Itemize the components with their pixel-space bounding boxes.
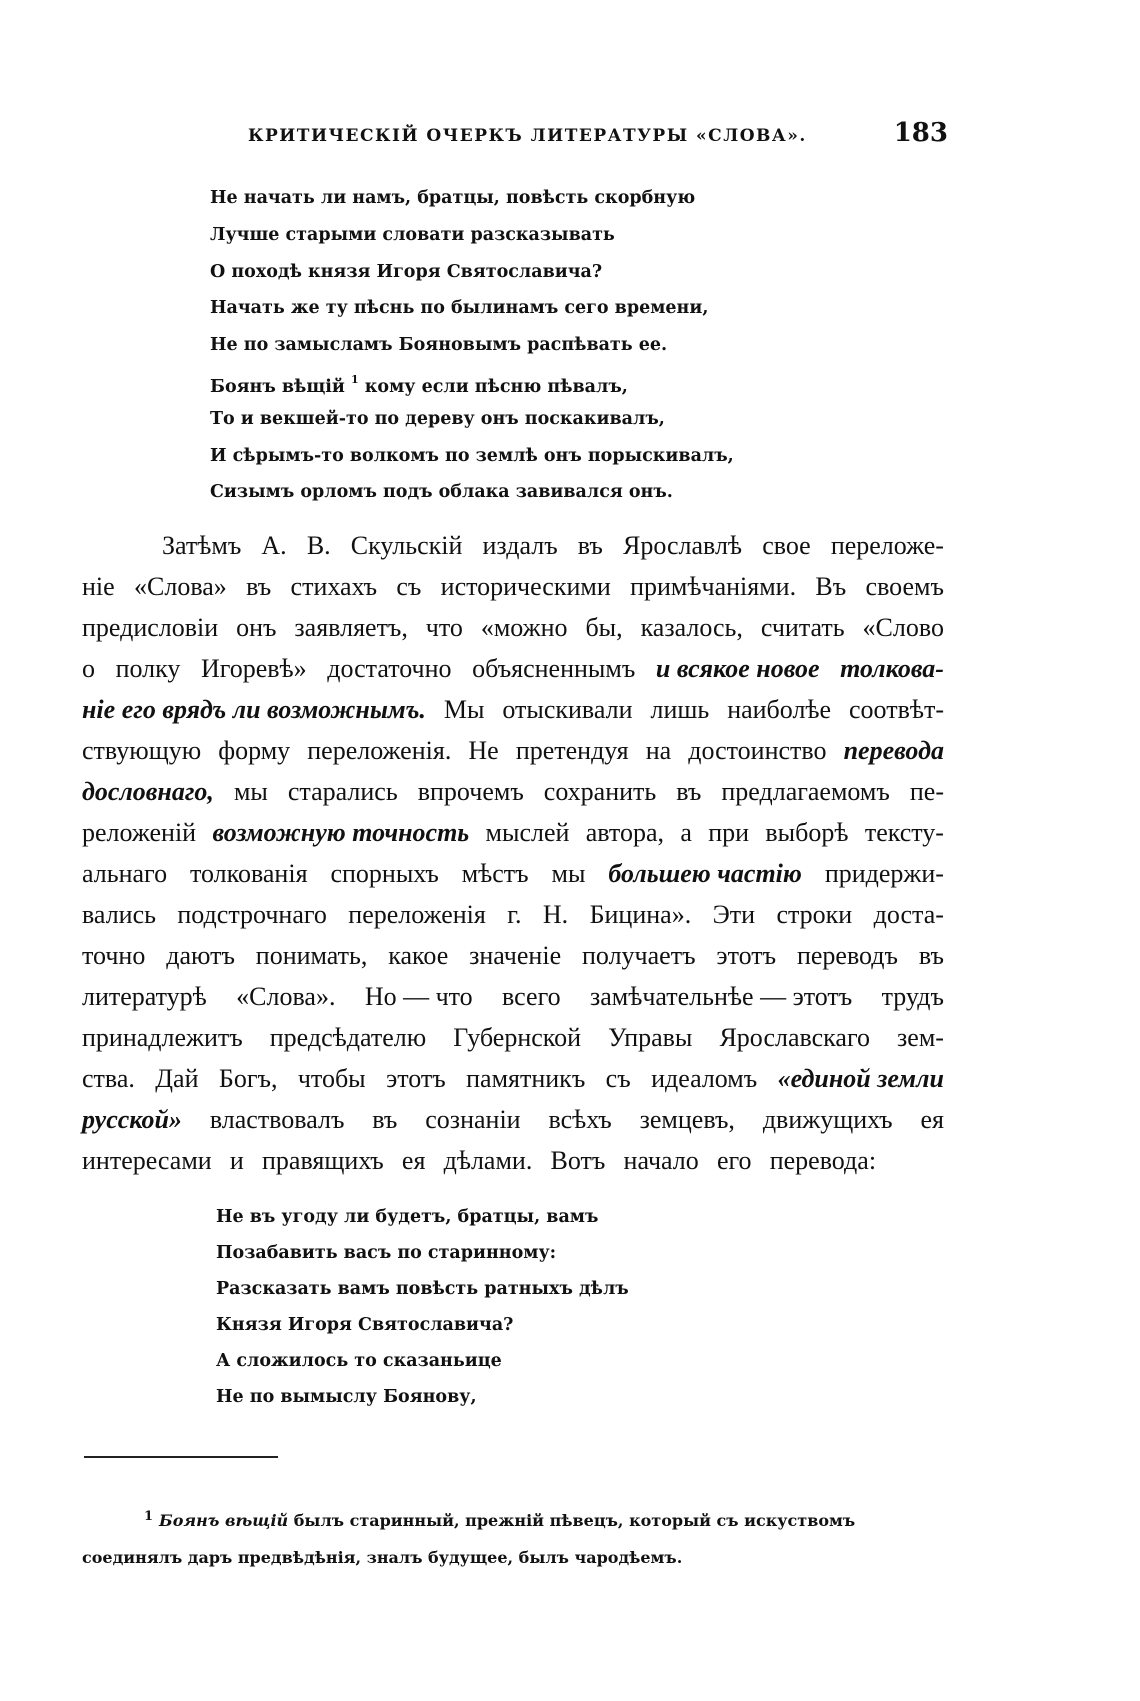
prose-word: предлагаемомъ xyxy=(721,777,890,806)
prose-word: толкованія xyxy=(190,859,308,888)
prose-word: отыскивали xyxy=(502,695,633,724)
footnote-term: Боянъ вѣщій xyxy=(159,1511,289,1530)
footnote-reference: 1 xyxy=(351,372,359,386)
prose-word: спорныхъ xyxy=(330,859,439,888)
page-header xyxy=(248,118,948,154)
prose-emphasis: толкова- xyxy=(840,654,944,683)
prose-word: властвовалъ xyxy=(209,1105,345,1134)
prose-word: выборѣ xyxy=(765,818,849,847)
verse-line: Не начать ли намъ, братцы, повѣсть скорбную xyxy=(210,188,696,208)
prose-word: Вотъ xyxy=(550,1146,606,1175)
prose-line xyxy=(82,648,944,689)
prose-emphasis: дословнаго, xyxy=(82,777,214,806)
prose-word: Скульскій xyxy=(350,531,463,560)
prose-line xyxy=(82,689,944,730)
prose-word: какое xyxy=(388,941,449,970)
prose-line xyxy=(82,1140,944,1181)
prose-word: ея xyxy=(920,1105,944,1134)
prose-word: Губернской xyxy=(453,1023,582,1052)
footnote-line: соединялъ даръ предвѣдѣнія, зналъ будущее, былъ чародѣемъ. xyxy=(82,1548,683,1567)
prose-line xyxy=(82,525,944,566)
prose-word: А. xyxy=(261,531,287,560)
prose-word: земцевъ, xyxy=(639,1105,735,1134)
prose-word: при xyxy=(708,818,750,847)
prose-word: въ xyxy=(918,941,944,970)
prose-word: всего xyxy=(502,982,561,1011)
prose-line xyxy=(82,812,944,853)
prose-word: наиболѣе xyxy=(727,695,832,724)
prose-word: впрочемъ xyxy=(417,777,524,806)
prose-paragraph xyxy=(82,525,944,1181)
verse-line: То и векшей-то по дереву онъ поскакивалъ, xyxy=(210,408,665,429)
verse-block-skulsky xyxy=(210,180,734,511)
prose-word: Управы xyxy=(608,1023,693,1052)
prose-word: съ xyxy=(396,572,422,601)
prose-word: памятникъ xyxy=(466,1064,586,1093)
prose-word: объясненнымъ xyxy=(472,654,636,683)
prose-word: начало xyxy=(623,1146,699,1175)
prose-word: претендуя xyxy=(515,736,629,765)
prose-word: ніе xyxy=(82,572,115,601)
prose-word: Не xyxy=(468,736,499,765)
prose-word: достоинство xyxy=(688,736,827,765)
prose-word: онъ xyxy=(236,613,277,642)
prose-word: даютъ xyxy=(166,941,235,970)
prose-word: издалъ xyxy=(482,531,558,560)
prose-word: форму xyxy=(218,736,291,765)
prose-word: автора, xyxy=(585,818,664,847)
verse-line: О походѣ князя Игоря Святославича? xyxy=(210,261,603,282)
prose-word: въ xyxy=(372,1105,398,1134)
prose-line xyxy=(82,771,944,812)
prose-word: предисловіи xyxy=(82,613,219,642)
prose-word: Въ xyxy=(815,572,847,601)
running-head: КРИТИЧЕСКІЙ ОЧЕРКЪ ЛИТЕРАТУРЫ «СЛОВА». xyxy=(248,126,807,146)
prose-word: на xyxy=(645,736,672,765)
prose-word: дѣлами. xyxy=(443,1146,533,1175)
prose-word: ства. xyxy=(82,1064,135,1093)
prose-word: интересами xyxy=(82,1146,212,1175)
prose-word: бы, xyxy=(585,613,623,642)
footnote-line xyxy=(82,1502,944,1539)
prose-word: переложенія xyxy=(348,900,486,929)
prose-word: альнаго xyxy=(82,859,168,888)
prose-word: считать xyxy=(760,613,845,642)
prose-emphasis: и всякое новое xyxy=(655,654,820,683)
prose-word: правящихъ xyxy=(261,1146,384,1175)
verse-line: Князя Игоря Святославича? xyxy=(216,1315,514,1335)
prose-word: сознаніи xyxy=(425,1105,521,1134)
verse-line: Сизымъ орломъ подъ облака завивался онъ. xyxy=(210,482,673,503)
prose-word: точно xyxy=(82,941,146,970)
prose-word: Ярославлѣ xyxy=(622,531,743,560)
prose-word: «можно xyxy=(480,613,568,642)
prose-word: предсѣдателю xyxy=(269,1023,427,1052)
prose-word: трудъ xyxy=(881,982,944,1011)
prose-word: казалось, xyxy=(640,613,743,642)
prose-word: мы xyxy=(233,777,268,806)
prose-word: историческими xyxy=(440,572,611,601)
prose-word: строки xyxy=(776,900,853,929)
prose-line xyxy=(82,976,944,1017)
prose-word: стихахъ xyxy=(290,572,378,601)
prose-word: понимать, xyxy=(255,941,368,970)
prose-word: В. xyxy=(306,531,331,560)
prose-word: свое xyxy=(762,531,811,560)
prose-line xyxy=(82,607,944,648)
verse-line: Не по вымыслу Боянову, xyxy=(216,1387,477,1407)
footnote xyxy=(82,1502,944,1576)
prose-line xyxy=(82,935,944,976)
verse-line-end: кому если пѣсню пѣвалъ, xyxy=(364,376,628,397)
prose-word: мѣстъ xyxy=(461,859,529,888)
prose-word: Эти xyxy=(712,900,756,929)
verse-line: Позабавить васъ по старинному: xyxy=(216,1243,557,1263)
prose-word: подстрочнаго xyxy=(177,900,327,929)
prose-word: «Слово xyxy=(862,613,944,642)
prose-word: литературѣ xyxy=(82,982,207,1011)
prose-word: г. xyxy=(507,900,522,929)
prose-word: переложенія. xyxy=(307,736,452,765)
prose-line xyxy=(82,853,944,894)
prose-emphasis: перевода xyxy=(843,736,944,765)
verse-line: Начать же ту пѣснь по былинамъ сего времени, xyxy=(210,298,709,319)
prose-line xyxy=(82,566,944,607)
verse-line: Разсказать вамъ повѣсть ратныхъ дѣлъ xyxy=(216,1279,629,1299)
prose-word: этотъ xyxy=(386,1064,446,1093)
prose-word: переложе- xyxy=(830,531,944,560)
prose-word: старались xyxy=(287,777,398,806)
prose-word: Затѣмъ xyxy=(162,531,242,560)
prose-word: Мы xyxy=(443,695,485,724)
prose-word: своемъ xyxy=(865,572,944,601)
verse-line: Не по замысламъ Бояновымъ распѣвать ее. xyxy=(210,335,668,356)
prose-word: «Слова» xyxy=(134,572,227,601)
prose-word: мыслей xyxy=(485,818,570,847)
prose-emphasis: русской» xyxy=(82,1105,182,1134)
prose-word: переводъ xyxy=(796,941,898,970)
page-number: 183 xyxy=(893,118,948,148)
prose-word: придержи- xyxy=(824,859,944,888)
prose-word: зем- xyxy=(897,1023,944,1052)
prose-line xyxy=(82,894,944,935)
prose-word: въ xyxy=(676,777,702,806)
prose-word: Н. xyxy=(542,900,569,929)
prose-emphasis: возможную точность xyxy=(212,818,470,847)
prose-word: сохранить xyxy=(543,777,657,806)
prose-word: Но — что xyxy=(364,982,473,1011)
verse-line: Лучше старыми словати разсказывать xyxy=(210,224,615,245)
prose-word: съ xyxy=(605,1064,631,1093)
prose-word: Дай xyxy=(155,1064,199,1093)
prose-word: вались xyxy=(82,900,156,929)
prose-line xyxy=(82,730,944,771)
prose-word: Бицина». xyxy=(589,900,692,929)
prose-word: мы xyxy=(551,859,586,888)
prose-word: Игоревѣ» xyxy=(200,654,307,683)
prose-word: получаетъ xyxy=(582,941,696,970)
prose-word: примѣчаніями. xyxy=(630,572,797,601)
prose-word: пе- xyxy=(909,777,944,806)
prose-word: значеніе xyxy=(469,941,562,970)
footnote-mark: 1 xyxy=(144,1509,154,1524)
prose-word: Богъ, xyxy=(218,1064,278,1093)
prose-word: принадлежитъ xyxy=(82,1023,243,1052)
verse-block-translation xyxy=(216,1199,629,1415)
prose-word: доста- xyxy=(873,900,944,929)
prose-line xyxy=(82,1058,944,1099)
footnote-text: былъ старинный, прежній пѣвецъ, который съ искуствомъ xyxy=(293,1511,856,1530)
prose-word: лишь xyxy=(650,695,710,724)
prose-word: а xyxy=(680,818,692,847)
prose-line xyxy=(82,1099,944,1140)
prose-word: замѣчательнѣе — этотъ xyxy=(589,982,853,1011)
prose-word: достаточно xyxy=(327,654,452,683)
prose-word: ея xyxy=(401,1146,426,1175)
prose-word: движущихъ xyxy=(762,1105,893,1134)
verse-line: Не въ угоду ли будетъ, братцы, вамъ xyxy=(216,1207,599,1227)
verse-line-start: Боянъ вѣщій xyxy=(210,376,345,397)
verse-line: И сѣрымъ-то волкомъ по землѣ онъ порыскивалъ, xyxy=(210,445,734,466)
footnote-divider xyxy=(84,1456,278,1458)
prose-emphasis: ніе его врядъ ли возможнымъ. xyxy=(82,695,426,724)
prose-word: въ xyxy=(577,531,603,560)
prose-word: «Слова». xyxy=(236,982,336,1011)
prose-word: его xyxy=(716,1146,752,1175)
prose-word: полку xyxy=(115,654,181,683)
prose-word: соотвѣт- xyxy=(849,695,944,724)
verse-line xyxy=(210,364,734,401)
prose-word: этотъ xyxy=(716,941,777,970)
prose-word: заявляетъ, xyxy=(294,613,408,642)
prose-word: ствующую xyxy=(82,736,202,765)
prose-word: что xyxy=(425,613,463,642)
prose-word: идеаломъ xyxy=(651,1064,758,1093)
prose-word: о xyxy=(82,654,95,683)
prose-word: чтобы xyxy=(297,1064,366,1093)
prose-word: Ярославскаго xyxy=(719,1023,870,1052)
verse-line: А сложилось то сказаньице xyxy=(216,1351,502,1371)
prose-word: реложеній xyxy=(82,818,197,847)
prose-word: перевода: xyxy=(769,1146,877,1175)
prose-word: всѣхъ xyxy=(548,1105,612,1134)
prose-line xyxy=(82,1017,944,1058)
prose-emphasis: «единой земли xyxy=(777,1064,944,1093)
prose-word: и xyxy=(229,1146,244,1175)
prose-word: въ xyxy=(246,572,272,601)
prose-word: тексту- xyxy=(864,818,944,847)
prose-emphasis: большею частію xyxy=(608,859,802,888)
